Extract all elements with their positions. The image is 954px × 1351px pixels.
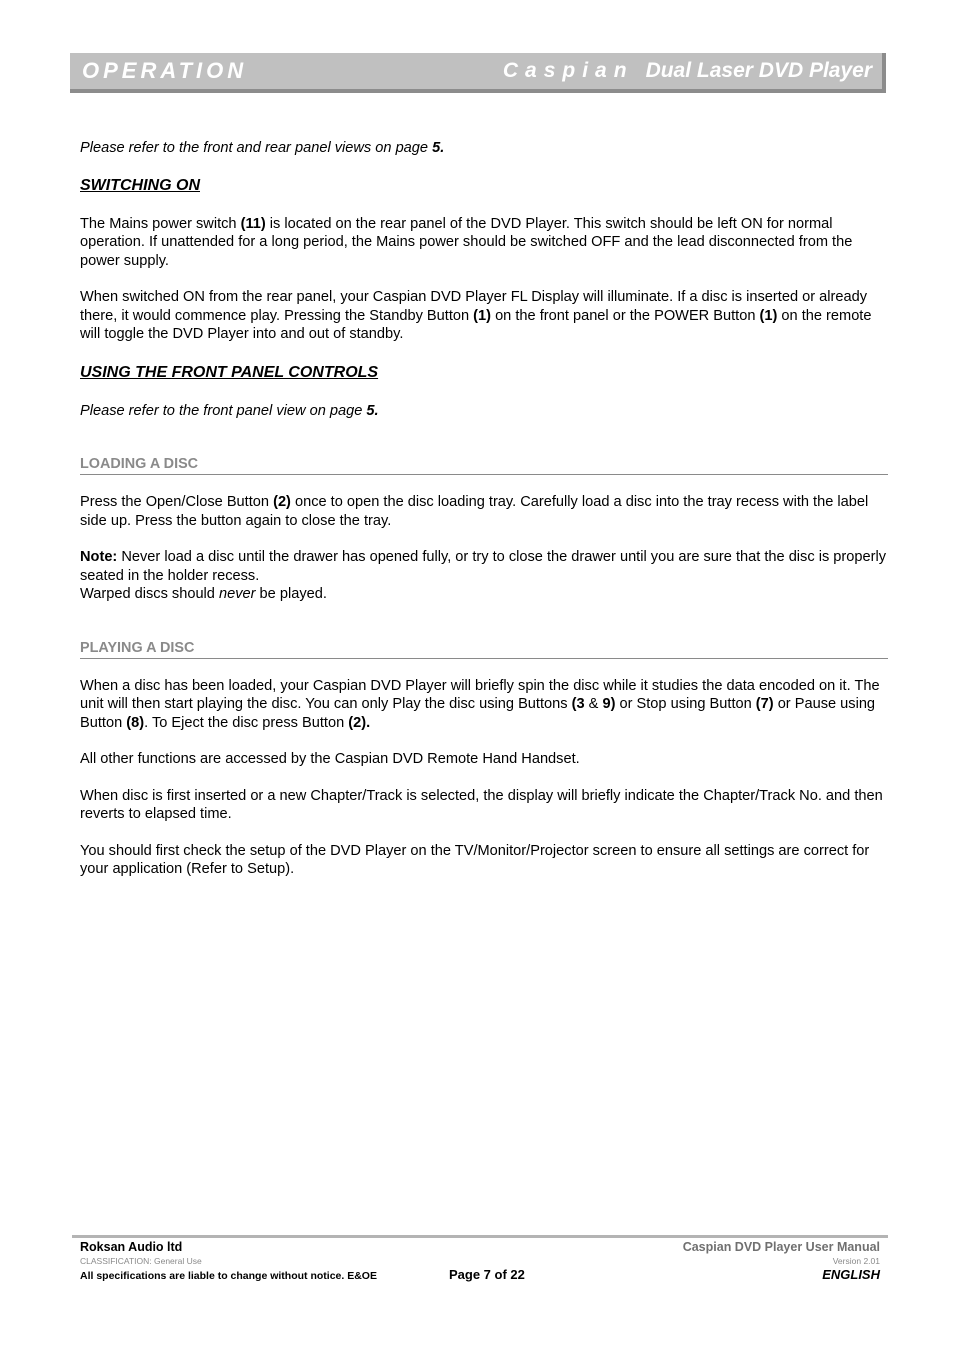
brand-name: Caspian — [502, 59, 634, 82]
loading-note: Note: Never load a disc until the drawer has opened fully, or try to close the drawer until you are sure that the disc is properly seated in the holder recess. Warped discs should never be played. — [80, 549, 887, 602]
document-body — [80, 139, 888, 897]
product-name: Dual Laser DVD Player — [645, 59, 872, 82]
product-title — [503, 59, 872, 83]
footer-company: Roksan Audio ltd — [80, 1240, 183, 1254]
footer-classification: CLASSIFICATION: General Use — [80, 1256, 202, 1266]
footer-manual-title: Caspian DVD Player User Manual — [682, 1240, 880, 1254]
footer-version: Version 2.01 — [832, 1256, 880, 1266]
playing-paragraph-4: You should first check the setup of the DVD Player on the TV/Monitor/Projector screen to ensure all settings are correct for your application (Refer to Setup). — [80, 842, 870, 877]
switching-on-heading: SWITCHING ON — [80, 176, 200, 194]
loading-disc-heading: LOADING A DISC — [80, 456, 888, 475]
front-panel-intro: Please refer to the front panel view on page 5. — [80, 402, 379, 419]
playing-paragraph-2: All other functions are accessed by the Caspian DVD Remote Hand Handset. — [80, 751, 580, 767]
playing-paragraph-1: When a disc has been loaded, your Caspian DVD Player will briefly spin the disc while it studies the data encoded on it. The unit will then start playing the disc. You can only Play the disc using Buttons (3 & 9) or Stop using Button (7) or Pause using Button (8). To Eject the disc press Button (2). — [80, 677, 880, 731]
loading-paragraph: Press the Open/Close Button (2) once to open the disc loading tray. Carefully load a disc into the tray recess with the label side up. Press the button again to close the tray. — [80, 494, 869, 529]
page-header — [70, 53, 886, 93]
intro-text: Please refer to the front and rear panel views on page — [80, 140, 429, 156]
footer-divider — [72, 1235, 888, 1238]
footer-page-number: Page 7 of 22 — [449, 1267, 525, 1282]
switching-on-paragraph-2: When switched ON from the rear panel, your Caspian DVD Player FL Display will illuminate. If a disc is inserted or already there, it would commence play. Pressing the Standby Button (1) on the front panel or the POWER Button (1) on the remote will toggle the DVD Player into and out of standby. — [80, 289, 872, 342]
footer-disclaimer: All specifications are liable to change without notice. E&OE — [80, 1270, 377, 1282]
playing-disc-heading: PLAYING A DISC — [80, 640, 888, 659]
footer-language: ENGLISH — [822, 1267, 880, 1282]
switching-on-paragraph-1: The Mains power switch (11) is located on the rear panel of the DVD Player. This switch should be left ON for normal operation. If unattended for a long period, the Mains power should be switched OFF and the lead disconnected from the power supply. — [80, 215, 853, 269]
intro-paragraph — [80, 139, 888, 158]
front-panel-heading: USING THE FRONT PANEL CONTROLS — [80, 363, 379, 381]
intro-page-ref: 5. — [432, 140, 445, 156]
playing-paragraph-3: When disc is first inserted or a new Chapter/Track is selected, the display will briefly indicate the Chapter/Track No. and then reverts to elapsed time. — [80, 787, 883, 822]
section-title: OPERATION — [82, 58, 248, 83]
